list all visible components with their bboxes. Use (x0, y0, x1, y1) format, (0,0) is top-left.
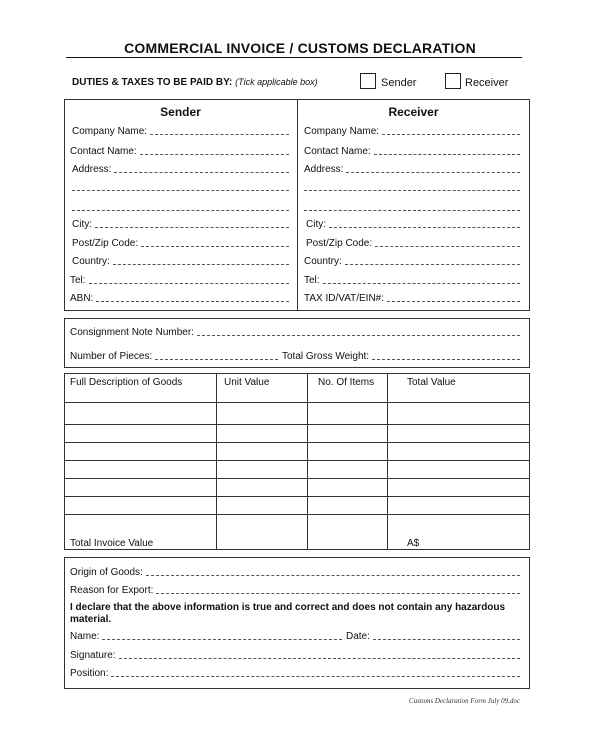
total-invoice-currency: A$ (407, 538, 420, 549)
sender-abn-field[interactable] (70, 293, 289, 304)
field-label: City: (72, 219, 92, 230)
position-field[interactable] (70, 668, 520, 679)
field-label: Post/Zip Code: (72, 238, 139, 249)
receiver-tel-field[interactable] (304, 275, 520, 286)
parties-divider (297, 99, 298, 311)
input-line (111, 676, 520, 677)
receiver-postcode-field[interactable] (306, 238, 520, 249)
input-line (323, 283, 520, 284)
col-header-unit-value: Unit Value (224, 377, 270, 388)
input-line (141, 246, 289, 247)
table-col-divider (307, 373, 308, 550)
input-line (119, 658, 520, 659)
duties-label-group (72, 77, 318, 88)
input-line (329, 227, 520, 228)
sender-city-field[interactable] (72, 219, 289, 230)
duties-note: (Tick applicable box) (235, 77, 318, 87)
input-line (345, 264, 520, 265)
declaration-statement: I declare that the above information is true and correct and does not contain any hazardous material. (70, 602, 506, 625)
name-field[interactable] (70, 631, 342, 642)
receiver-tax-id-field[interactable] (304, 293, 520, 304)
table-row-divider (64, 442, 530, 443)
field-label: Company Name: (72, 126, 148, 137)
page-title: COMMERCIAL INVOICE / CUSTOMS DECLARATION (124, 40, 476, 56)
field-label: Signature: (70, 650, 116, 661)
input-line (96, 301, 289, 302)
receiver-address-field[interactable] (304, 164, 520, 175)
field-label: TAX ID/VAT/EIN#: (304, 293, 385, 304)
field-label: Address: (72, 164, 112, 175)
field-label: Tel: (70, 275, 86, 286)
field-label: Country: (72, 256, 110, 267)
input-line (373, 639, 520, 640)
field-label: Contact Name: (304, 146, 371, 157)
sender-tel-field[interactable] (70, 275, 289, 286)
receiver-heading: Receiver (388, 105, 439, 119)
input-line (346, 172, 520, 173)
col-header-total-value: Total Value (407, 377, 456, 388)
input-line (114, 172, 289, 173)
consignment-note-field[interactable] (70, 327, 520, 338)
total-invoice-label: Total Invoice Value (70, 538, 154, 549)
gross-weight-field[interactable] (282, 351, 520, 362)
sender-address-field[interactable] (72, 164, 289, 175)
date-field[interactable] (346, 631, 520, 642)
field-label: Company Name: (304, 126, 380, 137)
input-line (95, 227, 289, 228)
input-line (382, 134, 520, 135)
receiver-address-line-3[interactable] (304, 210, 520, 211)
sender-address-line-3[interactable] (72, 210, 289, 211)
receiver-country-field[interactable] (304, 256, 520, 267)
receiver-checkbox[interactable] (445, 73, 461, 89)
sender-checkbox[interactable] (360, 73, 376, 89)
input-line (372, 359, 520, 360)
sender-country-field[interactable] (72, 256, 289, 267)
receiver-contact-field[interactable] (304, 146, 520, 157)
field-label: Position: (70, 668, 109, 679)
field-label: Country: (304, 256, 342, 267)
input-line (146, 575, 520, 576)
pieces-field[interactable] (70, 351, 278, 362)
field-label: Date: (346, 631, 370, 642)
field-label: ABN: (70, 293, 94, 304)
col-header-description: Full Description of Goods (70, 377, 183, 388)
table-row-divider (64, 460, 530, 461)
field-label: Post/Zip Code: (306, 238, 373, 249)
table-row-divider (64, 514, 530, 515)
field-label: Address: (304, 164, 344, 175)
receiver-company-field[interactable] (304, 126, 520, 137)
receiver-checkbox-label: Receiver (465, 77, 509, 89)
origin-field[interactable] (70, 567, 520, 578)
sender-checkbox-label: Sender (381, 77, 417, 89)
input-line (140, 154, 289, 155)
duties-label: DUTIES & TAXES TO BE PAID BY: (72, 77, 233, 88)
title-underline (66, 57, 522, 58)
input-line (197, 335, 520, 336)
field-label: Consignment Note Number: (70, 327, 194, 338)
table-col-divider (216, 373, 217, 550)
receiver-address-line-2[interactable] (304, 190, 520, 191)
table-row-divider (64, 496, 530, 497)
field-label: Reason for Export: (70, 585, 154, 596)
field-label: Total Gross Weight: (282, 351, 370, 362)
sender-heading: Sender (160, 105, 201, 119)
table-row-divider (64, 478, 530, 479)
sender-address-line-2[interactable] (72, 190, 289, 191)
input-line (113, 264, 289, 265)
field-label: Contact Name: (70, 146, 137, 157)
input-line (387, 301, 520, 302)
field-label: Name: (70, 631, 100, 642)
field-label: Origin of Goods: (70, 567, 143, 578)
input-line (156, 593, 520, 594)
table-row-divider (64, 402, 530, 403)
footer-filename: Customs Declaration Form July 09.doc (408, 697, 520, 705)
col-header-no-items: No. Of Items (318, 377, 375, 388)
table-col-divider (387, 373, 388, 550)
sender-company-field[interactable] (72, 126, 289, 137)
goods-table (64, 373, 530, 550)
sender-postcode-field[interactable] (72, 238, 289, 249)
input-line (150, 134, 289, 135)
field-label: City: (306, 219, 326, 230)
reason-field[interactable] (70, 585, 520, 596)
input-line (374, 154, 520, 155)
field-label: Tel: (304, 275, 320, 286)
input-line (102, 639, 342, 640)
field-label: Number of Pieces: (70, 351, 153, 362)
input-line (89, 283, 289, 284)
input-line (155, 359, 278, 360)
sender-contact-field[interactable] (70, 146, 289, 157)
signature-field[interactable] (70, 650, 520, 661)
input-line (375, 246, 520, 247)
receiver-city-field[interactable] (306, 219, 520, 230)
table-row-divider (64, 424, 530, 425)
